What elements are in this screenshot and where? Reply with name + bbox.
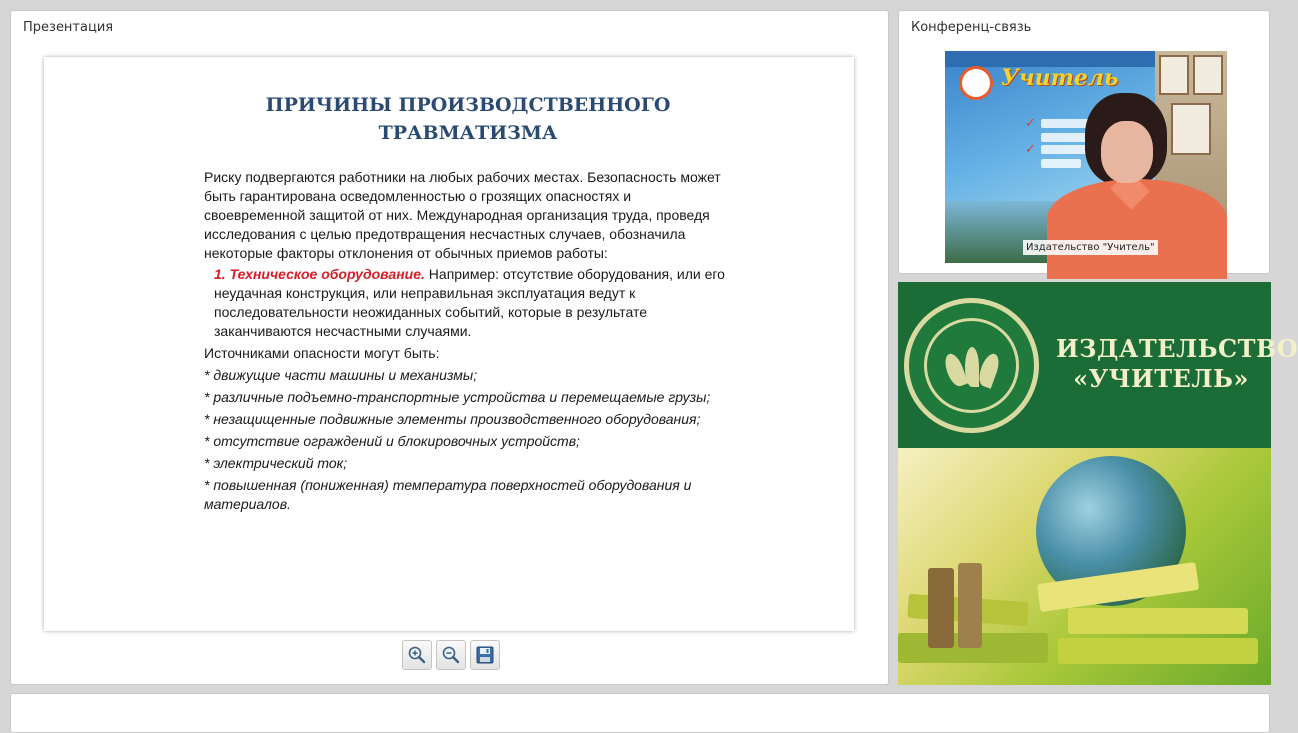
slide-point-label: 1. Техническое оборудование. xyxy=(214,266,425,282)
book-image xyxy=(958,563,982,648)
conference-panel-title: Конференц-связь xyxy=(911,20,1032,35)
floppy-disk-icon xyxy=(475,645,495,665)
slide-bullet: * движущие части машины и механизмы; xyxy=(204,367,478,383)
book-image xyxy=(1068,608,1248,634)
check-mark-icon: ✓ xyxy=(1025,115,1036,130)
wall-frame xyxy=(1159,55,1189,95)
slide-title: ПРИЧИНЫ ПРОИЗВОДСТВЕННОГО ТРАВМАТИЗМА xyxy=(265,94,671,144)
publisher-logo-icon xyxy=(904,298,1039,433)
publisher-panel xyxy=(898,282,1298,685)
book-image xyxy=(1058,638,1258,664)
save-button[interactable] xyxy=(470,640,500,670)
presentation-panel-title: Презентация xyxy=(23,20,114,35)
presentation-toolbar xyxy=(402,640,500,670)
banner-line xyxy=(1041,133,1091,142)
publisher-name-line2: «УЧИТЕЛЬ» xyxy=(1073,364,1249,393)
slide-bullet: * отсутствие ограждений и блокировочных устройств; xyxy=(204,433,580,449)
books-image xyxy=(898,448,1271,685)
slide-bullet: * различные подъемно-транспортные устройства и перемещаемые грузы; xyxy=(204,389,711,405)
book-image xyxy=(928,568,954,648)
slide-point-text: Например: отсутствие оборудования, или его неудачная конструкция, или неправильная эксплуатация ведут к последовательности неожиданных событий, которые в результате заканчиваются несчастными случаями. xyxy=(214,266,725,339)
slide-point-1 xyxy=(204,265,734,341)
video-stream[interactable] xyxy=(945,51,1227,263)
wall-frame xyxy=(1171,103,1211,155)
slide-bullet: * повышенная (пониженная) температура поверхностей оборудования и материалов. xyxy=(204,477,692,512)
banner-line xyxy=(1041,159,1081,168)
logo-leaf xyxy=(965,347,979,387)
bottom-bar xyxy=(10,693,1270,733)
slide-sources-heading: Источниками опасности могут быть: xyxy=(204,345,440,361)
speaker-face xyxy=(1101,121,1153,183)
banner-logo-icon xyxy=(959,66,993,100)
slide-intro: Риску подвергаются работники на любых рабочих местах. Безопасность может быть гарантирована осведомленностью о грозящих опасностях и своевременной защитой от них. Международная организация труда, проведя исследования с целью предотвращения несчастных случаев, обозначила некоторые факторы отклонения от обычных приемов работы: xyxy=(204,169,721,261)
wall-frame xyxy=(1193,55,1223,95)
check-mark-icon: ✓ xyxy=(1025,141,1036,156)
zoom-in-icon xyxy=(407,645,427,665)
slide-bullet: * незащищенные подвижные элементы производственного оборудования; xyxy=(204,411,701,427)
publisher-name xyxy=(1056,334,1298,394)
conference-panel xyxy=(898,10,1270,274)
slide-body xyxy=(204,168,734,514)
publisher-logo-area xyxy=(898,282,1298,448)
zoom-out-button[interactable] xyxy=(436,640,466,670)
presentation-panel xyxy=(10,10,889,685)
publisher-name-line1: ИЗДАТЕЛЬСТВО xyxy=(1056,334,1298,363)
zoom-out-icon xyxy=(441,645,461,665)
banner-text: Учитель xyxy=(1001,65,1119,91)
video-caption: Издательство "Учитель" xyxy=(1023,240,1158,255)
slide-bullet: * электрический ток; xyxy=(204,455,348,471)
zoom-in-button[interactable] xyxy=(402,640,432,670)
presentation-slide xyxy=(44,57,854,631)
